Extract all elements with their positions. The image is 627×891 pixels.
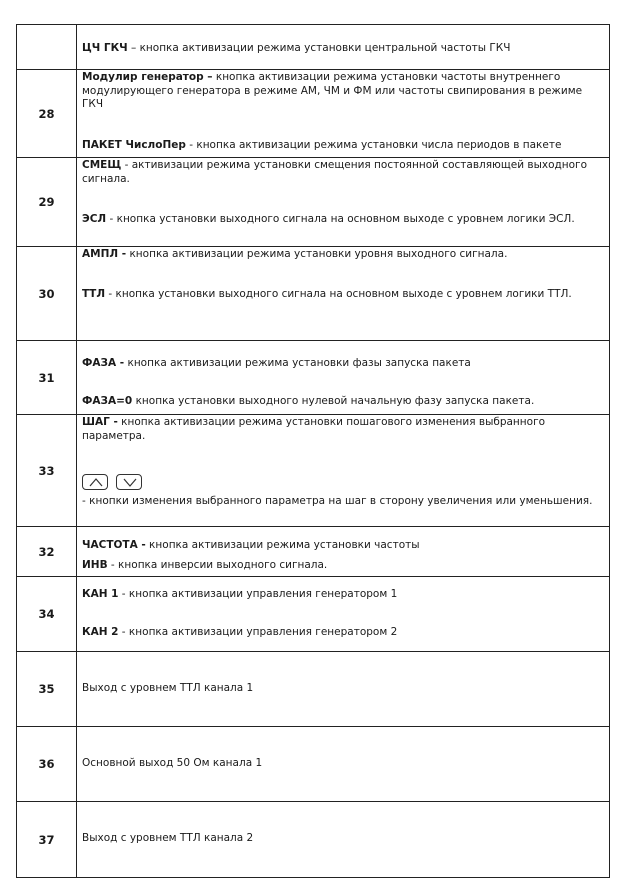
entry (82, 416, 603, 443)
table-row (17, 527, 610, 577)
table-row (17, 158, 610, 247)
table-row (17, 247, 610, 341)
table-row (17, 341, 610, 415)
step-up-button (82, 474, 108, 490)
entry-term: ФАЗА=0 (82, 395, 133, 407)
step-down-button (116, 474, 142, 490)
entry (82, 42, 603, 56)
legend-table (16, 24, 610, 878)
entry-text: кнопка активизации режима установки частоты (145, 539, 420, 551)
entry-text: кнопка активизации режима установки уровня выходного сигнала. (126, 248, 508, 260)
row-description (77, 652, 610, 727)
table-row (17, 727, 610, 802)
row-description (77, 247, 610, 341)
row-description (77, 727, 610, 802)
row-description (77, 341, 610, 415)
row-description (77, 25, 610, 70)
entry-term: КАН 2 (82, 626, 119, 638)
entry-text: Выход с уровнем ТТЛ канала 1 (82, 682, 254, 694)
entry (82, 682, 603, 696)
entry (82, 588, 603, 602)
entry-text: - кнопка установки выходного сигнала на основном выходе с уровнем логики ТТЛ. (105, 288, 572, 300)
entry-text: кнопка активизации режима установки фазы запуска пакета (124, 357, 471, 369)
table-row (17, 415, 610, 527)
row-number: 29 (17, 158, 77, 247)
entry (82, 474, 603, 490)
row-number: 35 (17, 652, 77, 727)
row-number: 34 (17, 577, 77, 652)
entry (82, 248, 603, 262)
entry-term: Модулир генератор – (82, 71, 213, 83)
entry-text: - кнопки изменения выбранного параметра на шаг в сторону увеличения или уменьшения. (82, 495, 593, 507)
entry-text: - кнопка активизации режима установки числа периодов в пакете (185, 139, 562, 151)
entry-text: кнопка активизации режима установки пошагового изменения выбранного параметра. (82, 416, 546, 442)
row-number: 30 (17, 247, 77, 341)
entry (82, 495, 603, 509)
entry-text: – кнопка активизации режима установки центральной частоты ГКЧ (127, 42, 511, 54)
table-row (17, 25, 610, 70)
entry (82, 71, 603, 112)
entry-term: ЧАСТОТА - (82, 539, 146, 551)
entry (82, 757, 603, 771)
entry-text: Выход с уровнем ТТЛ канала 2 (82, 832, 254, 844)
row-description (77, 70, 610, 158)
entry-text: Основной выход 50 Ом канала 1 (82, 757, 263, 769)
entry (82, 626, 603, 640)
entry-text: кнопка установки выходного нулевой начальную фазу запуска пакета. (132, 395, 535, 407)
entry-term: АМПЛ - (82, 248, 127, 260)
entry-term: ПАКЕТ ЧислоПер (82, 139, 186, 151)
entry-term: ТТЛ (82, 288, 106, 300)
entry (82, 213, 603, 227)
entry-text: - кнопка активизации управления генератором 2 (118, 626, 398, 638)
table-row (17, 652, 610, 727)
entry-term: ЭСЛ (82, 213, 107, 225)
entry-term: ИНВ (82, 559, 108, 571)
arrow-down-icon (123, 478, 137, 487)
row-number (17, 25, 77, 70)
entry (82, 139, 603, 153)
entry-term: ШАГ - (82, 416, 118, 428)
entry-term: СМЕЩ (82, 159, 122, 171)
row-description (77, 415, 610, 527)
entry (82, 559, 603, 573)
table-row (17, 802, 610, 878)
table-row (17, 70, 610, 158)
row-description (77, 158, 610, 247)
row-description (77, 577, 610, 652)
entry (82, 395, 603, 409)
arrow-up-icon (89, 478, 103, 487)
row-description (77, 527, 610, 577)
row-number: 31 (17, 341, 77, 415)
row-number: 37 (17, 802, 77, 878)
row-number: 28 (17, 70, 77, 158)
entry-text: - кнопка инверсии выходного сигнала. (107, 559, 328, 571)
entry-text: кнопка активизации режима установки частоты внутреннего модулирующего генератора в режиме АМ, ЧМ и ФМ или частоты свипирования в режиме ГКЧ (82, 71, 583, 110)
entry (82, 832, 603, 846)
entry-term: ФАЗА - (82, 357, 125, 369)
entry-text: - кнопка активизации управления генератором 1 (118, 588, 398, 600)
entry-term: КАН 1 (82, 588, 119, 600)
table-row (17, 577, 610, 652)
entry (82, 288, 603, 302)
row-number: 36 (17, 727, 77, 802)
entry-text: - кнопка установки выходного сигнала на основном выходе с уровнем логики ЭСЛ. (106, 213, 575, 225)
entry (82, 159, 603, 186)
row-number: 32 (17, 527, 77, 577)
row-number: 33 (17, 415, 77, 527)
entry-term: ЦЧ ГКЧ (82, 42, 128, 54)
entry-text: - активизации режима установки смещения постоянной составляющей выходного сигнала. (82, 159, 587, 185)
row-description (77, 802, 610, 878)
entry (82, 539, 603, 553)
entry (82, 357, 603, 371)
